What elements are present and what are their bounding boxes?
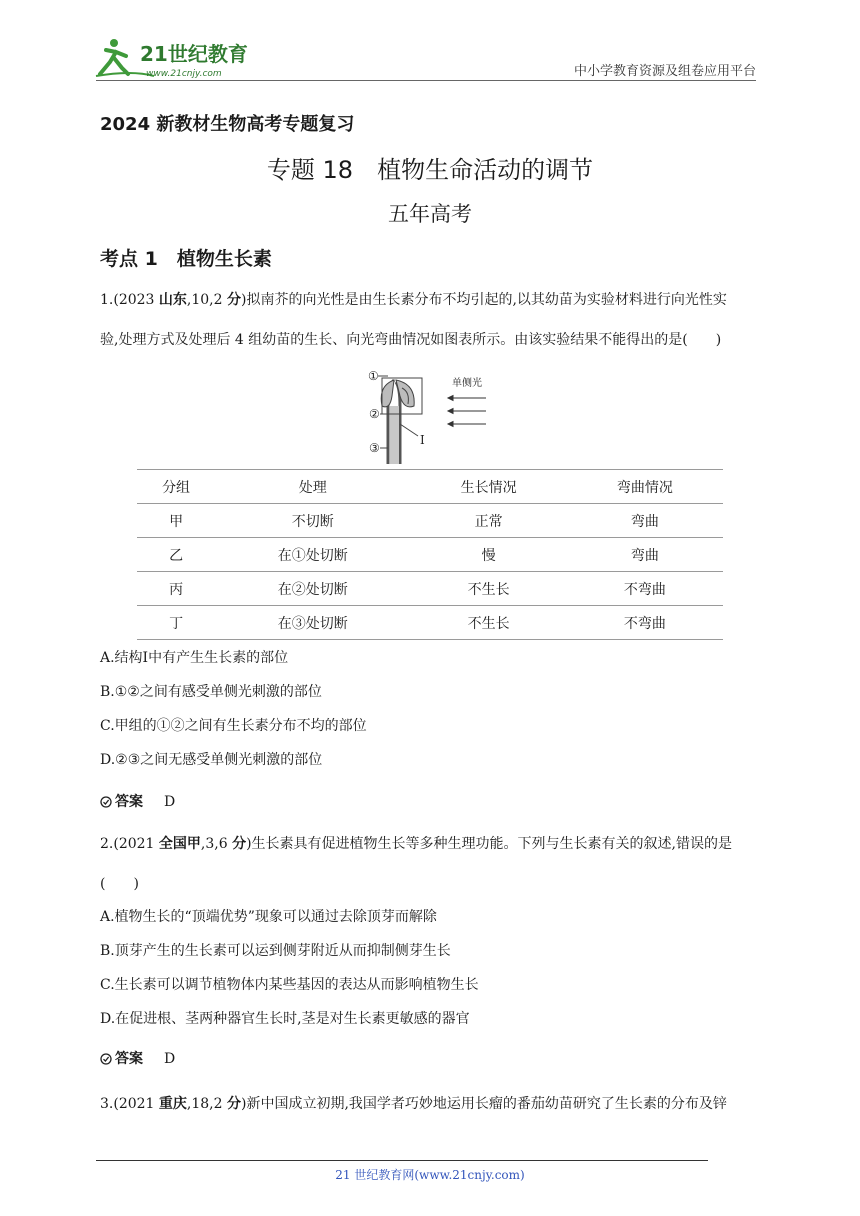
table-cell: 丁 [137,606,215,640]
table-cell: 不弯曲 [567,606,723,640]
q2-answer [100,1049,175,1069]
q1-option-d: D.②③之间无感受单侧光刺激的部位 [100,752,323,768]
table-cell: 丙 [137,572,215,606]
table-cell: 不弯曲 [567,572,723,606]
table-cell: 不生长 [410,606,566,640]
question-3-stem-line-1: 3.(2021 重庆,18,2 分)新中国成立初期,我国学者巧妙地运用长瘤的番茄幼苗研究了生长素的分布及锌 [100,1096,727,1112]
answer-value: D [164,1051,176,1067]
q1-option-c: C.甲组的①②之间有生长素分布不均的部位 [100,718,367,734]
check-circle-icon [100,1053,112,1065]
section-title: 考点 1 植物生长素 [100,248,272,270]
footer-divider [96,1160,708,1161]
answer-label: 答案 [115,794,143,810]
table-cell: 慢 [410,538,566,572]
table-cell: 正常 [410,504,566,538]
table-header-cell: 生长情况 [410,470,566,504]
svg-text:21世纪教育: 21世纪教育 [140,42,248,66]
seedling-figure [360,366,500,464]
main-title: 专题 18 植物生命活动的调节 [266,156,594,184]
table-cell: 弯曲 [567,504,723,538]
svg-text:①: ① [368,369,379,383]
svg-text:③: ③ [369,441,380,455]
q1-option-a: A.结构Ⅰ中有产生生长素的部位 [100,650,289,666]
q2-option-b: B.顶芽产生的生长素可以运到侧芽附近从而抑制侧芽生长 [100,943,451,959]
svg-text:I: I [420,433,425,447]
q2-option-c: C.生长素可以调节植物体内某些基因的表达从而影响植物生长 [100,977,479,993]
svg-text:单侧光: 单侧光 [452,378,482,389]
answer-label: 答案 [115,1051,143,1067]
site-logo [92,34,262,84]
question-2-stem-line-1: 2.(2021 全国甲,3,6 分)生长素具有促进植物生长等多种生理功能。下列与生长素有关的叙述,错误的是 [100,836,732,852]
table-cell: 不切断 [215,504,410,538]
table-header-row [137,470,723,504]
svg-text:②: ② [369,407,380,421]
question-1-stem-line-1: 1.(2023 山东,10,2 分)拟南芥的向光性是由生长素分布不均引起的,以其幼苗为实验材料进行向光性实 [100,292,727,308]
question-1-stem-line-2: 验,处理方式及处理后 4 组幼苗的生长、向光弯曲情况如图表所示。由该实验结果不能得出的是( ) [100,332,722,348]
table-row [137,606,723,640]
table-cell: 不生长 [410,572,566,606]
table-row [137,538,723,572]
answer-value: D [164,794,176,810]
table-cell: 乙 [137,538,215,572]
table-row [137,504,723,538]
q2-option-a: A.植物生长的“顶端优势”现象可以通过去除顶芽而解除 [100,909,437,925]
table-row [137,572,723,606]
table-header-cell: 处理 [215,470,410,504]
platform-tagline: 中小学教育资源及组卷应用平台 [573,64,756,79]
q2-option-d: D.在促进根、茎两种器官生长时,茎是对生长素更敏感的器官 [100,1011,470,1027]
table-header-cell: 弯曲情况 [567,470,723,504]
q1-answer [100,792,175,812]
table-cell: 甲 [137,504,215,538]
series-title: 2024 新教材生物高考专题复习 [100,114,355,135]
header-divider [96,80,756,81]
footer-link[interactable]: 21 世纪教育网(www.21cnjy.com) [335,1168,525,1182]
table-cell: 在③处切断 [215,606,410,640]
table-header-cell: 分组 [137,470,215,504]
experiment-table [137,469,723,640]
table-cell: 在①处切断 [215,538,410,572]
table-cell: 在②处切断 [215,572,410,606]
check-circle-icon [100,796,112,808]
question-2-stem-line-2: ( ) [100,876,139,892]
q1-option-b: B.①②之间有感受单侧光刺激的部位 [100,684,322,700]
table-cell: 弯曲 [567,538,723,572]
sub-title: 五年高考 [388,202,472,226]
svg-text:www.21cnjy.com: www.21cnjy.com [146,69,222,79]
